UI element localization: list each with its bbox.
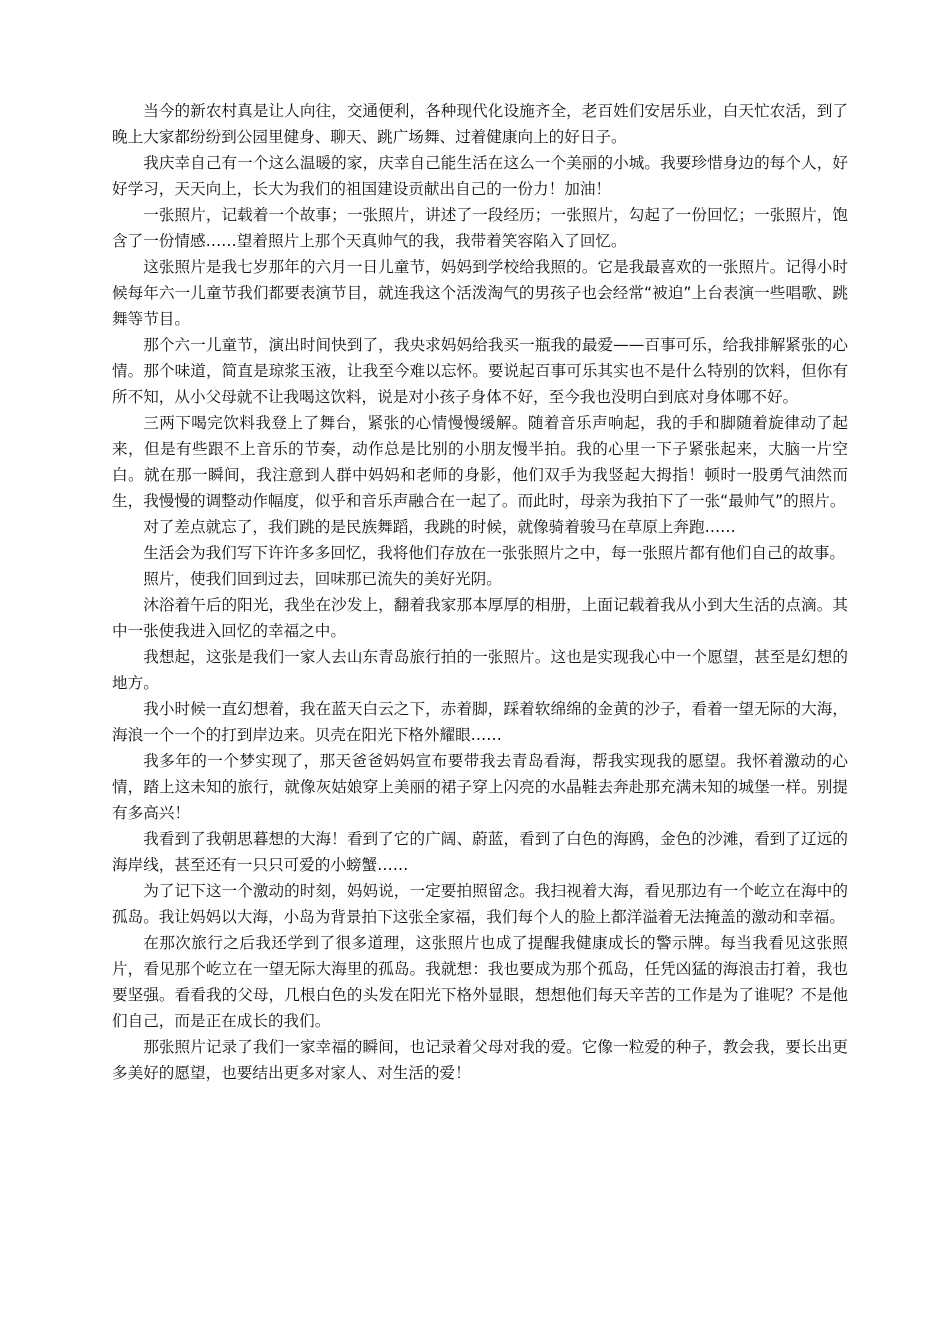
document-body [112,98,848,1086]
paragraph: 这张照片是我七岁那年的六月一日儿童节，妈妈到学校给我照的。它是我最喜欢的一张照片。记得小时候每年六一儿童节我们都要表演节目，就连我这个活泼淘气的男孩子也会经常“被迫”上台表演一些唱歌、跳舞等节目。 [112,258,848,328]
paragraph: 那张照片记录了我们一家幸福的瞬间，也记录着父母对我的爱。它像一粒爱的种子，教会我，要长出更多美好的愿望，也要结出更多对家人、对生活的爱！ [112,1038,848,1082]
paragraph: 对了差点就忘了，我们跳的是民族舞蹈，我跳的时候，就像骑着骏马在草原上奔跑…… [143,518,736,536]
paragraph: 我看到了我朝思暮想的大海！看到了它的广阔、蔚蓝，看到了白色的海鸥，金色的沙滩，看到了辽远的海岸线，甚至还有一只只可爱的小螃蟹…… [112,830,848,874]
paragraph: 三两下喝完饮料我登上了舞台，紧张的心情慢慢缓解。随着音乐声响起，我的手和脚随着旋律动了起来，但是有些跟不上音乐的节奏，动作总是比别的小朋友慢半拍。我的心里一下子紧张起来，大脑一片空白。就在那一瞬间，我注意到人群中妈妈和老师的身影，他们双手为我竖起大拇指！顿时一股勇气油然而生，我慢慢的调整动作幅度，似乎和音乐声融合在一起了。而此时，母亲为我拍下了一张“最帅气”的照片。 [112,414,848,510]
paragraph: 生活会为我们写下许许多多回忆，我将他们存放在一张张照片之中，每一张照片都有他们自己的故事。 [143,544,845,562]
paragraph: 一张照片，记载着一个故事；一张照片，讲述了一段经历；一张照片，勾起了一份回忆；一张照片，饱含了一份情感……望着照片上那个天真帅气的我，我带着笑容陷入了回忆。 [112,206,848,250]
paragraph: 那个六一儿童节，演出时间快到了，我央求妈妈给我买一瓶我的最爱——百事可乐，给我排解紧张的心情。那个味道，简直是琼浆玉液，让我至今难以忘怀。要说起百事可乐其实也不是什么特别的饮料，但你有所不知，从小父母就不让我喝这饮料，说是对小孩子身体不好，至今我也没明白到底对身体哪不好。 [112,336,848,406]
paragraph: 我小时候一直幻想着，我在蓝天白云之下，赤着脚，踩着软绵绵的金黄的沙子，看着一望无际的大海，海浪一个一个的打到岸边来。贝壳在阳光下格外耀眼…… [112,700,848,744]
paragraph: 沐浴着午后的阳光，我坐在沙发上，翻着我家那本厚厚的相册，上面记载着我从小到大生活的点滴。其中一张使我进入回忆的幸福之中。 [112,596,848,640]
paragraph: 为了记下这一个激动的时刻，妈妈说，一定要拍照留念。我扫视着大海，看见那边有一个屹立在海中的孤岛。我让妈妈以大海，小岛为背景拍下这张全家福，我们每个人的脸上都洋溢着无法掩盖的激动和幸福。 [112,882,848,926]
paragraph: 当今的新农村真是让人向往，交通便利，各种现代化设施齐全，老百姓们安居乐业，白天忙农活，到了晚上大家都纷纷到公园里健身、聊天、跳广场舞、过着健康向上的好日子。 [112,102,848,146]
paragraph: 照片，使我们回到过去，回味那已流失的美好光阴。 [143,570,502,588]
paragraph: 我想起，这张是我们一家人去山东青岛旅行拍的一张照片。这也是实现我心中一个愿望，甚至是幻想的地方。 [112,648,848,692]
paragraph: 我庆幸自己有一个这么温暖的家，庆幸自己能生活在这么一个美丽的小城。我要珍惜身边的每个人，好好学习，天天向上，长大为我们的祖国建设贡献出自己的一份力！加油！ [112,154,848,198]
paragraph: 在那次旅行之后我还学到了很多道理，这张照片也成了提醒我健康成长的警示牌。每当我看见这张照片，看见那个屹立在一望无际大海里的孤岛。我就想：我也要成为那个孤岛，任凭凶猛的海浪击打着，我也要坚强。看看我的父母，几根白色的头发在阳光下格外显眼，想想他们每天辛苦的工作是为了谁呢？不是他们自己，而是正在成长的我们。 [112,934,848,1030]
paragraph: 我多年的一个梦实现了，那天爸爸妈妈宣布要带我去青岛看海，帮我实现我的愿望。我怀着激动的心情，踏上这未知的旅行，就像灰姑娘穿上美丽的裙子穿上闪亮的水晶鞋去奔赴那充满未知的城堡一样。别提有多高兴！ [112,752,848,822]
